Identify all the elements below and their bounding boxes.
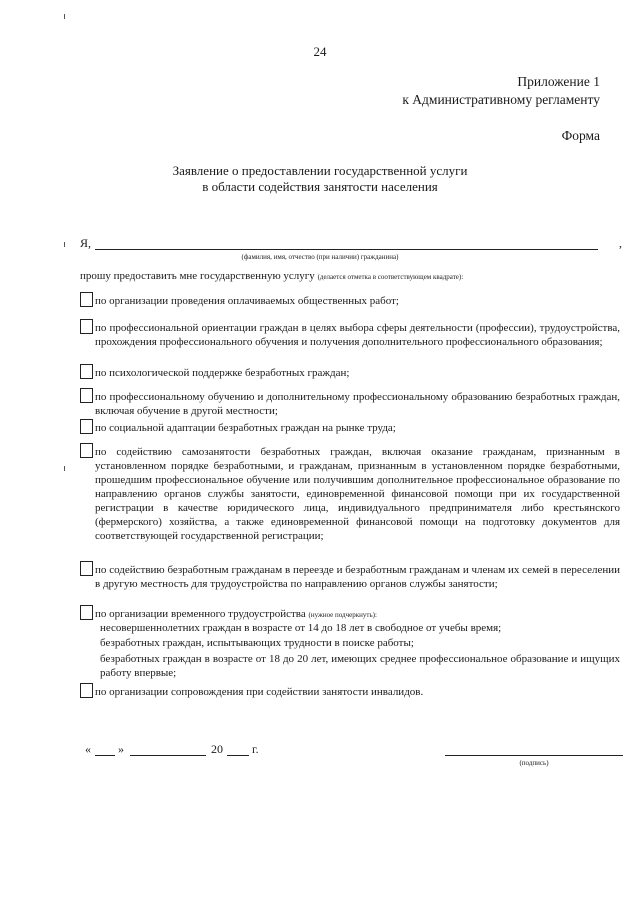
applicant-comma: ,: [619, 236, 622, 250]
date-day-field[interactable]: [95, 755, 115, 756]
checkbox-career-guidance[interactable]: [80, 319, 93, 334]
page-number: 24: [313, 44, 327, 59]
option-professional-training: по профессиональному обучению и дополнительному профессиональному образованию безработных граждан, включая обучение в другой местности;: [95, 391, 620, 417]
temp-employment-minors[interactable]: несовершеннолетних граждан в возрасте от 14 до 18 лет в свободное от учебы время;: [100, 622, 502, 634]
option-relocation: по содействию безработным гражданам в переезде и безработным гражданам и членам их семей в переселении в другую местность для трудоустройства по направлению органов службы занятости;: [95, 564, 620, 590]
form-label: Форма: [561, 128, 600, 143]
date-month-field[interactable]: [130, 755, 206, 756]
scan-mark-lower: [64, 466, 65, 471]
regulation-label: к Административному регламенту: [402, 92, 600, 107]
option-psychological-support: по психологической поддержке безработных граждан;: [95, 367, 350, 379]
checkbox-self-employment[interactable]: [80, 443, 93, 458]
signature-field[interactable]: [445, 755, 623, 756]
scan-mark-top: [64, 14, 65, 19]
option-public-works: по организации проведения оплачиваемых общественных работ;: [95, 295, 399, 307]
scan-mark-middle: [64, 242, 65, 247]
checkbox-temporary-employment[interactable]: [80, 605, 93, 620]
date-open-quote: «: [85, 742, 91, 756]
date-close-quote: »: [118, 742, 124, 756]
temp-employment-difficulties[interactable]: безработных граждан, испытывающих трудности в поиске работы;: [100, 637, 414, 649]
request-line: [80, 269, 463, 284]
option-temporary-employment-note: (нужное подчеркнуть):: [308, 611, 377, 619]
option-disabled-support: по организации сопровождения при содействии занятости инвалидов.: [95, 686, 424, 698]
applicant-name-field[interactable]: [95, 249, 598, 250]
date-year-field[interactable]: [227, 755, 249, 756]
option-social-adaptation: по социальной адаптации безработных граждан на рынке труда;: [95, 422, 396, 434]
temp-employment-young[interactable]: безработных граждан в возрасте от 18 до 20 лет, имеющих среднее профессиональное образование и ищущих работу впервые;: [100, 653, 620, 679]
signature-caption: (подпись): [519, 759, 549, 767]
checkbox-relocation[interactable]: [80, 561, 93, 576]
appendix-label: Приложение 1: [517, 74, 600, 89]
applicant-caption: (фамилия, имя, отчество (при наличии) гражданина): [241, 253, 399, 261]
checkbox-professional-training[interactable]: [80, 388, 93, 403]
request-text: прошу предоставить мне государственную услугу: [80, 270, 315, 282]
date-year-suffix: г.: [252, 742, 259, 756]
date-year-prefix: 20: [211, 742, 223, 756]
option-temporary-employment-text: по организации временного трудоустройства: [95, 608, 306, 620]
applicant-prefix: Я,: [80, 236, 92, 250]
option-self-employment: по содействию самозанятости безработных граждан, включая оказание гражданам, признанным в установленном порядке безработными, и гражданам, признанным в установленном порядке безработными, прошедшим профессиональное обучение или получившим дополнительное профессиональное образование по направлению органов службы занятости, единовременной финансовой помощи при их государственной регистрации в качестве юридического лица, индивидуального предпринимателя либо крестьянского (фермерского) хозяйства, а также единовременной финансовой помощи на подготовку документов для соответствующей государственной регистрации;: [95, 446, 620, 542]
option-temporary-employment: [95, 607, 377, 622]
option-career-guidance: по профессиональной ориентации граждан в целях выбора сферы деятельности (профессии), трудоустройства, прохождения профессионального обучения и получения дополнительного профессионального образования;: [95, 322, 620, 348]
checkbox-social-adaptation[interactable]: [80, 419, 93, 434]
request-note: (делается отметка в соответствующем квадрате):: [317, 273, 464, 281]
checkbox-public-works[interactable]: [80, 292, 93, 307]
checkbox-disabled-support[interactable]: [80, 683, 93, 698]
checkbox-psychological-support[interactable]: [80, 364, 93, 379]
document-title-line2: в области содействия занятости населения: [202, 179, 438, 194]
document-title-line1: Заявление о предоставлении государственной услуги: [172, 163, 468, 178]
